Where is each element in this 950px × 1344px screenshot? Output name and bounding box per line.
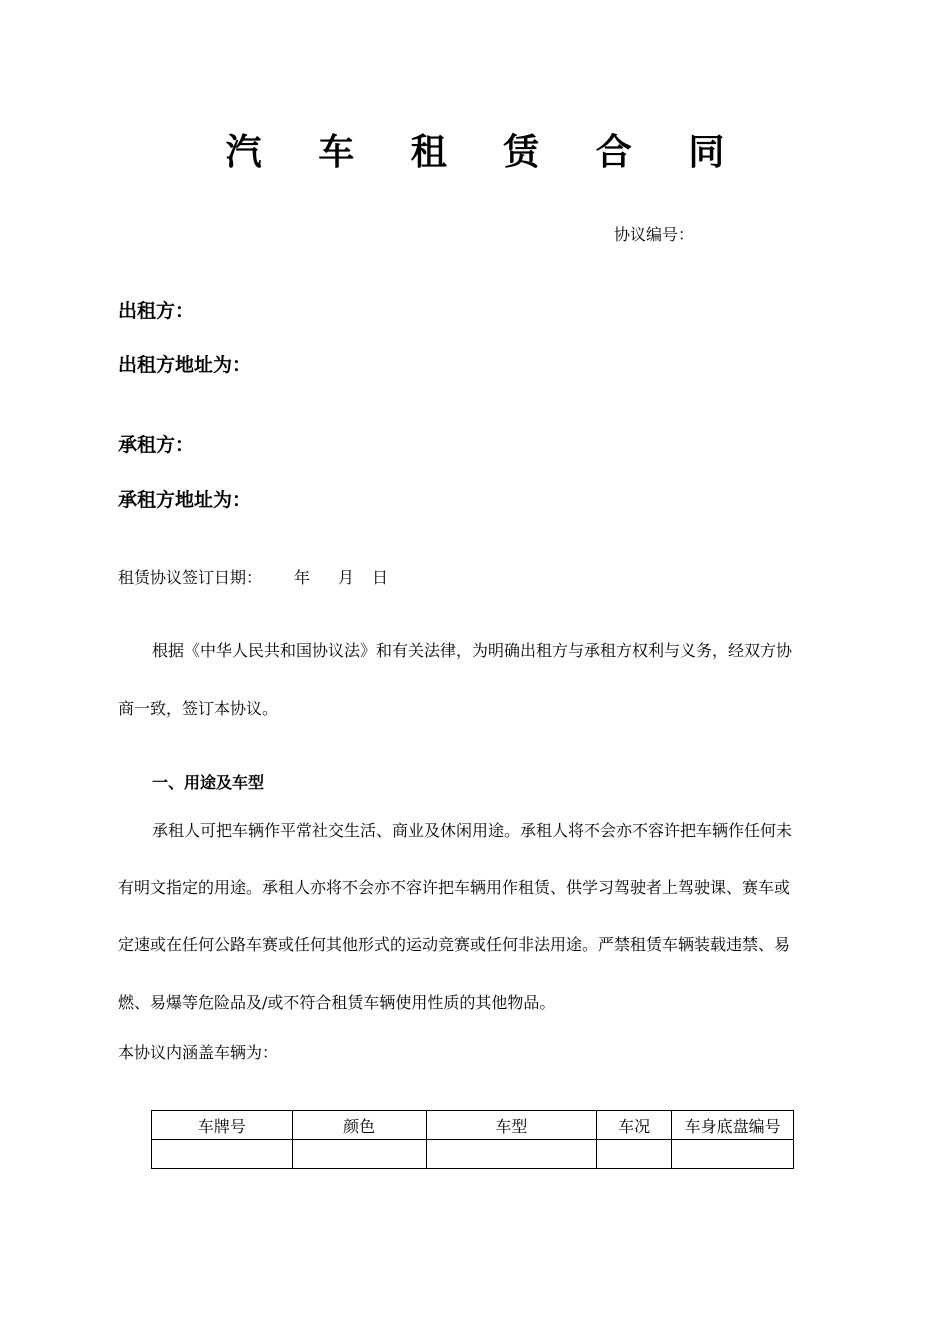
- cell-color: [292, 1140, 426, 1169]
- document-title: 汽 车 租 赁 合 同: [225, 132, 747, 173]
- cell-plate-number: [152, 1140, 293, 1169]
- section-1-heading: 一、用途及车型: [152, 773, 265, 792]
- table-row: [152, 1140, 794, 1169]
- header-plate-number: 车牌号: [152, 1111, 293, 1140]
- preamble-line-1: 根据《中华人民共和国协议法》和有关法律，为明确出租方与承租方权利与义务，经双方协: [152, 641, 793, 660]
- signing-date-month: 月: [338, 568, 355, 587]
- vehicle-table-header-row: [152, 1111, 794, 1140]
- lessee-address-label: 承租方地址为：: [118, 489, 252, 511]
- header-model: 车型: [426, 1111, 597, 1140]
- lessor-address-label: 出租方地址为：: [118, 354, 252, 376]
- cell-model: [426, 1140, 597, 1169]
- vehicle-table: [151, 1110, 794, 1169]
- cell-condition: [597, 1140, 672, 1169]
- section-1-line-4: 燃、易爆等危险品及/或不符合租赁车辆使用性质的其他物品。: [118, 993, 556, 1012]
- lessor-label: 出租方：: [118, 300, 195, 322]
- section-1-line-1: 承租人可把车辆作平常社交生活、商业及休闲用途。承租人将不会亦不容许把车辆作任何未: [152, 821, 793, 840]
- signing-date-year: 年: [294, 568, 311, 587]
- section-1-line-2: 有明文指定的用途。承租人亦将不会亦不容许把车辆用作租赁、供学习驾驶者上驾驶课、赛车或: [118, 878, 791, 897]
- signing-date-day: 日: [372, 568, 389, 587]
- section-1-line-3: 定速或在任何公路车赛或任何其他形式的运动竞赛或任何非法用途。严禁租赁车辆装载违禁、易: [118, 935, 791, 954]
- agreement-number-label: 协议编号：: [614, 225, 695, 244]
- header-color: 颜色: [292, 1111, 426, 1140]
- lessee-label: 承租方：: [118, 434, 195, 456]
- header-chassis-number: 车身底盘编号: [672, 1111, 794, 1140]
- signing-date-label: 租赁协议签订日期：: [118, 568, 263, 587]
- header-condition: 车况: [597, 1111, 672, 1140]
- cell-chassis-number: [672, 1140, 794, 1169]
- vehicles-intro: 本协议内涵盖车辆为：: [118, 1043, 279, 1062]
- preamble-line-2: 商一致，签订本协议。: [118, 699, 279, 718]
